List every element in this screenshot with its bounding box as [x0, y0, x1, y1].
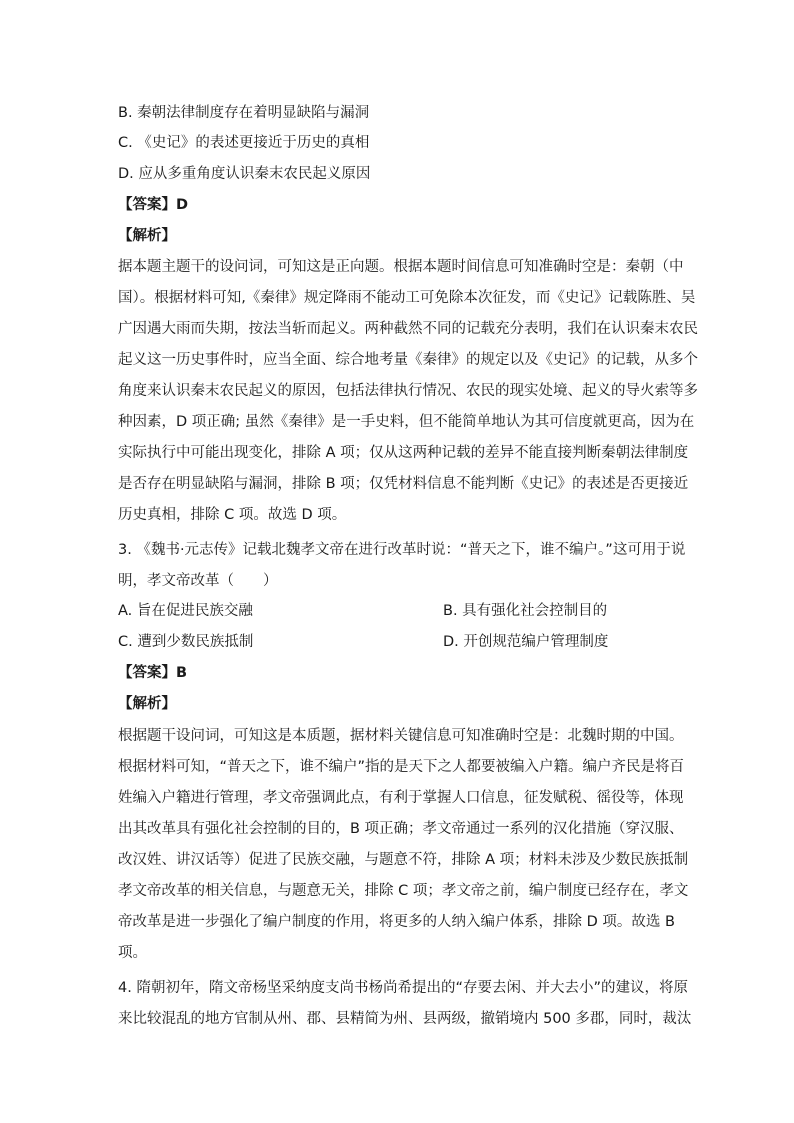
q2-analysis-line: 起义这一历史事件时，应当全面、综合地考量《秦律》的规定以及《史记》的记载，从多个 [118, 352, 698, 368]
q3-stem-line: 明，孝文帝改革（ ） [118, 573, 278, 589]
q2-answer: 【答案】D [118, 197, 189, 213]
q2-analysis-line: 广因遇大雨而失期，按法当斩而起义。两种截然不同的记载充分表明，我们在认识秦末农民 [118, 321, 698, 337]
q3-analysis-line: 根据材料可知，“普天之下，谁不编户”指的是天下之人都要被编入户籍。编户齐民是将百 [118, 759, 685, 775]
q3-answer: 【答案】B [118, 665, 188, 681]
q2-analysis-line: 据本题主题干的设问词，可知这是正向题。根据本题时间信息可知准确时空是：秦朝（中 [118, 259, 684, 275]
q3-analysis-line: 姓编入户籍进行管理，孝文帝强调此点，有利于掌握人口信息，征发赋税、徭役等，体现 [118, 790, 684, 806]
q3-option-d: D. 开创规范编户管理制度 [443, 634, 609, 650]
q3-option-c: C. 遭到少数民族抵制 [118, 634, 254, 650]
q2-analysis-line: 国）。根据材料可知,《秦律》规定降雨不能动工可免除本次征发，而《史记》记载陈胜、吴 [118, 290, 696, 306]
q2-analysis-line: 实际执行中可能出现变化，排除 A 项；仅从这两种记载的差异不能直接判断秦朝法律制度 [118, 445, 689, 461]
q3-analysis-line: 改汉姓、讲汉话等）促进了民族交融，与题意不符，排除 A 项；材料未涉及少数民族抵制 [118, 852, 689, 868]
q3-analysis-line: 项。 [118, 945, 147, 961]
q2-option-c: C. 《史记》的表述更接近于历史的真相 [118, 135, 370, 151]
q3-analysis-line: 出其改革具有强化社会控制的目的，B 项正确；孝文帝通过一系列的汉化措施（穿汉服、 [118, 821, 684, 837]
q2-analysis-line: 是否存在明显缺陷与漏洞，排除 B 项；仅凭材料信息不能判断《史记》的表述是否更接近 [118, 476, 689, 492]
q3-option-b: B. 具有强化社会控制目的 [443, 603, 608, 619]
q2-analysis-line: 角度来认识秦末农民起义的原因，包括法律执行情况、农民的现实处境、起义的导火索等多 [118, 383, 698, 399]
q2-option-b: B. 秦朝法律制度存在着明显缺陷与漏洞 [118, 105, 370, 121]
q2-analysis-label: 【解析】 [118, 228, 176, 244]
q3-analysis-line: 根据题干设问词，可知这是本质题，据材料关键信息可知准确时空是：北魏时期的中国。 [118, 728, 684, 744]
q2-option-d: D. 应从多重角度认识秦末农民起义原因 [118, 166, 371, 182]
q4-stem-line: 来比较混乱的地方官制从州、郡、县精简为州、县两级，撤销境内 500 多郡，同时，裁汰 [118, 1011, 692, 1027]
q4-stem-line: 4. 隋朝初年，隋文帝杨坚采纳度支尚书杨尚希提出的“存要去闲、并大去小”的建议，将原 [118, 980, 688, 996]
q3-option-a: A. 旨在促进民族交融 [118, 603, 253, 619]
q2-analysis-line: 种因素，D 项正确; 虽然《秦律》是一手史料，但不能简单地认为其可信度就更高，因为在 [118, 414, 695, 430]
q3-stem-line: 3. 《魏书·元志传》记载北魏孝文帝在进行改革时说：“普天之下，谁不编户。”这可用于说 [118, 542, 686, 558]
q3-analysis-label: 【解析】 [118, 696, 176, 712]
q3-analysis-line: 孝文帝改革的相关信息，与题意无关，排除 C 项；孝文帝之前，编户制度已经存在，孝文 [118, 883, 689, 899]
q3-analysis-line: 帝改革是进一步强化了编户制度的作用，将更多的人纳入编户体系，排除 D 项。故选 B [118, 914, 675, 930]
q2-analysis-line: 历史真相，排除 C 项。故选 D 项。 [118, 507, 347, 523]
